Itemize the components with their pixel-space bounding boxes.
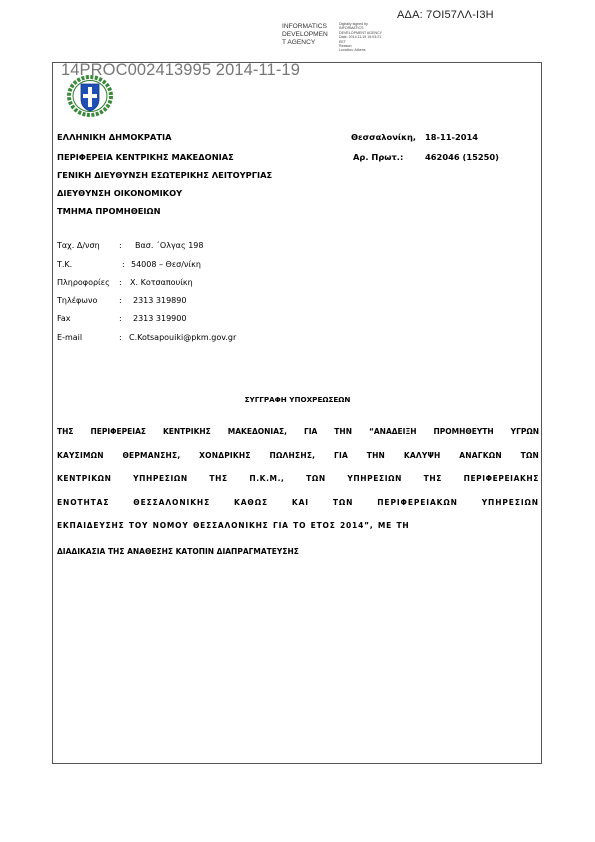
- contact-separator: :: [122, 260, 125, 269]
- header-line: ΤΜΗΜΑ ΠΡΟΜΗΘΕΙΩΝ: [57, 206, 161, 216]
- contact-value: 2313 319890: [133, 296, 187, 305]
- contact-separator: :: [119, 333, 122, 342]
- contact-label: Fax: [57, 314, 71, 323]
- signature-detail-line: DEVELOPMENT AGENCY: [339, 30, 383, 35]
- signature-detail-line: Digitally signed by: [339, 22, 368, 26]
- body-line: ΕΝΟΤΗΤΑΣ ΘΕΣΣΑΛΟΝΙΚΗΣ ΚΑΘΩΣ ΚΑΙ ΤΩΝ ΠΕΡΙΦΕΡΕΙΑΚΩΝ ΥΠΗΡΕΣΙΩΝ: [57, 498, 539, 507]
- signature-details: [339, 22, 382, 53]
- contact-separator: :: [119, 296, 122, 305]
- contact-label: Πληροφορίες: [57, 278, 110, 287]
- body-line: ΤΗΣ ΠΕΡΙΦΕΡΕΙΑΣ ΚΕΝΤΡΙΚΗΣ ΜΑΚΕΔΟΝΙΑΣ, ΓΙΑ ΤΗΝ “ΑΝΑΔΕΙΞΗ ΠΡΟΜΗΘΕΥΤΗ ΥΓΡΩΝ: [57, 427, 539, 436]
- signature-name-line: T AGENCY: [282, 39, 316, 46]
- contact-separator: :: [119, 241, 122, 250]
- contact-label: Τ.Κ.: [57, 260, 73, 269]
- contact-value: C.Kotsapouiki@pkm.gov.gr: [129, 333, 237, 342]
- city-label: Θεσσαλονίκη,: [351, 132, 417, 142]
- greek-emblem-icon: [67, 75, 113, 117]
- document-title: ΣΥΓΓΡΑΦΗ ΥΠΟΧΡΕΩΣΕΩΝ: [244, 395, 351, 404]
- ada-code: ΑΔΑ: 7ΟΙ57ΛΛ-Ι3Η: [397, 9, 494, 21]
- body-line: ΚΕΝΤΡΙΚΩΝ ΥΠΗΡΕΣΙΩΝ ΤΗΣ Π.Κ.Μ., ΤΩΝ ΥΠΗΡΕΣΙΩΝ ΤΗΣ ΠΕΡΙΦΕΡΕΙΑΚΗΣ: [57, 474, 539, 483]
- signature-name-line: INFORMATICS: [282, 23, 327, 30]
- protocol-label: Αρ. Πρωτ.:: [353, 152, 404, 162]
- contact-value: Βασ. ΄Ολγας 198: [135, 241, 204, 250]
- signature-detail-line: Location: Athens: [339, 48, 366, 53]
- contact-value: Χ. Κοτσαπουίκη: [130, 278, 193, 287]
- header-line: ΓΕΝΙΚΗ ΔΙΕΥΘΥΝΣΗ ΕΣΩΤΕΡΙΚΗΣ ΛΕΙΤΟΥΡΓΙΑΣ: [57, 170, 273, 180]
- contact-label: Ταχ. Δ/νση: [57, 241, 100, 250]
- body-line: ΔΙΑΔΙΚΑΣΙΑ ΤΗΣ ΑΝΑΘΕΣΗΣ ΚΑΤΟΠΙΝ ΔΙΑΠΡΑΓΜΑΤΕΥΣΗΣ: [57, 547, 299, 556]
- contact-label: E-mail: [57, 333, 83, 342]
- body-line: ΚΑΥΣΙΜΩΝ ΘΕΡΜΑΝΣΗΣ, ΧΟΝΔΡΙΚΗΣ ΠΩΛΗΣΗΣ, ΓΙΑ ΤΗΝ ΚΑΛΥΨΗ ΑΝΑΓΚΩΝ ΤΩΝ: [57, 451, 539, 460]
- header-line: ΠΕΡΙΦΕΡΕΙΑ ΚΕΝΤΡΙΚΗΣ ΜΑΚΕΔΟΝΙΑΣ: [57, 152, 234, 162]
- signature-detail-line: INFORMATICS: [339, 26, 364, 31]
- body-line: ΕΚΠΑΙΔΕΥΣΗΣ ΤΟΥ ΝΟΜΟΥ ΘΕΣΣΑΛΟΝΙΚΗΣ ΓΙΑ ΤΟ ΕΤΟΣ 2014”, ΜΕ ΤΗ: [57, 521, 410, 530]
- contact-value: 54008 – Θεσ/νίκη: [131, 260, 201, 269]
- document-date: 18-11-2014: [425, 132, 479, 142]
- signature-detail-line: Reason:: [339, 44, 353, 49]
- contact-separator: :: [119, 278, 122, 287]
- protocol-number: 462046 (15250): [425, 152, 499, 162]
- protocol-stamp: 14PROC002413995 2014-11-19: [61, 61, 300, 79]
- contact-label: Τηλέφωνο: [57, 296, 98, 305]
- document-frame: [52, 62, 542, 764]
- header-line: ΔΙΕΥΘΥΝΣΗ ΟΙΚΟΝΟΜΙΚΟΥ: [57, 188, 183, 198]
- header-line: ΕΛΛΗΝΙΚΗ ΔΗΜΟΚΡΑΤΙΑ: [57, 132, 172, 142]
- signature-name: [282, 23, 328, 47]
- signature-detail-line: Date: 2014.11.19 15:03:21: [339, 35, 382, 40]
- contact-value: 2313 319900: [133, 314, 187, 323]
- signature-name-line: DEVELOPMEN: [282, 31, 328, 38]
- signature-detail-line: EET: [339, 39, 346, 44]
- contact-separator: :: [119, 314, 122, 323]
